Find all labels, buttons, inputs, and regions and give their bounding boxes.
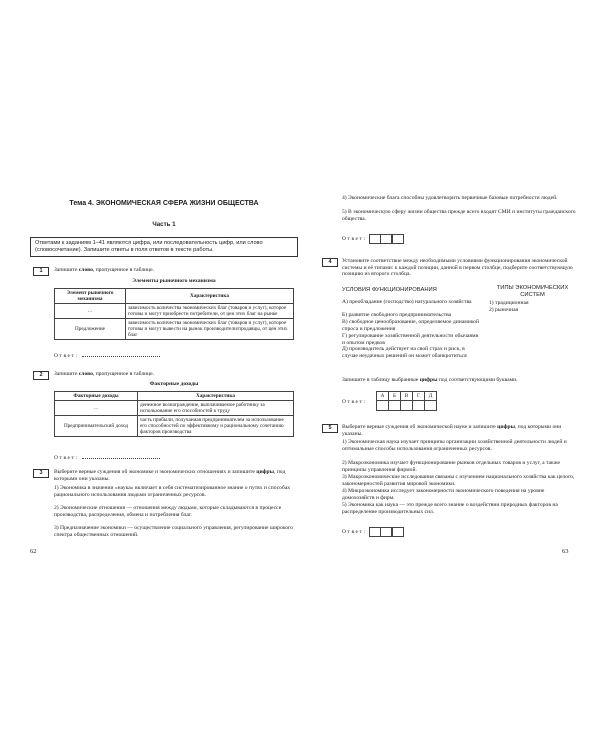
answer-cell[interactable] [380, 527, 392, 537]
answer-cell[interactable] [369, 527, 381, 537]
table-header: Характеристика [138, 392, 294, 401]
answer-cell[interactable] [425, 401, 437, 411]
task3-item: 4) Экономические блага способны удовлетворить первичные базовые потребности людей. [342, 195, 558, 201]
part-title: Часть 1 [152, 221, 176, 228]
table-row [55, 304, 294, 319]
letter-cell: Г [413, 392, 425, 401]
theme-title: Тема 4. ЭКОНОМИЧЕСКАЯ СФЕРА ЖИЗНИ ОБЩЕСТВА [69, 200, 259, 207]
task2-answer: Ответ: [54, 454, 160, 461]
task4-condition: Б) развитие свободного предпринимательства [342, 312, 452, 318]
task4-col2-header: ТИПЫ ЭКОНОМИЧЕСКИХ СИСТЕМ [496, 285, 569, 298]
task3-answer: Ответ: [342, 234, 404, 244]
letter-cell: Д [425, 392, 437, 401]
task4-condition: А) преобладание (господство) натурального хозяйства [342, 299, 472, 305]
task2-table [54, 391, 294, 437]
task4-condition: Г) регулирование хозяйственной деятельности обычаями и опытом предков [342, 333, 479, 346]
task1-table [54, 288, 294, 340]
answer-cell[interactable] [401, 401, 413, 411]
task1-answer: Ответ: [54, 352, 160, 359]
table-cell: денежное вознаграждение, выплачиваемое работнику за использование его способностей к труду [138, 401, 294, 416]
task3-item: 3) Предназначение экономики — осуществление социального управления, регулирование широкого спектра общественных отношений. [54, 525, 293, 538]
table-row [55, 416, 294, 437]
answer-cell[interactable] [413, 401, 425, 411]
task4-instruction: Запишите в таблицу выбранные цифры под соответствующими буквами. [342, 377, 518, 383]
table-cell: часть прибыли, получаемая предпринимателем за использование его способностей по эффективному и рациональному сочетанию факторов производства [138, 416, 294, 437]
task1-table-caption: Элементы рыночного механизма [132, 278, 216, 284]
task5-item: 2) Макроэкономика изучает функционирование рынков отдельных товаров и услуг, а также принципы управления фирмой. [342, 460, 561, 473]
task4-condition: В) свободное ценообразование, определяемое динамикой спроса и предложения [342, 319, 479, 332]
answer-cell[interactable] [392, 527, 404, 537]
task1-prompt: Запишите слово, пропущенное в таблице. [54, 267, 154, 273]
letter-cell: А [377, 392, 389, 401]
table-cell: зависимость количества экономических благ (товаров и услуг), которое готовы и могут приобрести потребители, от цен этих благ на рынке [126, 304, 294, 319]
table-cell: зависимость количества экономических благ (товаров и услуг), которое готовы и могут вывести на рынок производители/продавцы, от цен этих благ [126, 319, 294, 340]
task5-answer: Ответ: [342, 527, 404, 537]
answer-field[interactable] [82, 454, 160, 459]
task-number-3: 3 [33, 469, 49, 478]
task4-prompt: Установите соответствие между необходимыми условиями функционирования экономической системы и её типами: к каждой позиции, данной в первом столбце, подберите соответствующую позицию из второго столбца. [342, 258, 573, 278]
task4-type: 1) традиционная [489, 300, 529, 306]
table-cell: ... [55, 401, 138, 416]
task4-col1-header: УСЛОВИЯ ФУНКЦИОНИРОВАНИЯ [342, 287, 437, 293]
answer-cell[interactable] [369, 234, 381, 244]
task5-prompt: Выберите верные суждения об экономической науке и запишите цифры, под которыми они указаны. [342, 424, 562, 437]
task2-table-caption: Факторные доходы [149, 381, 199, 387]
task-number-2: 2 [33, 371, 49, 380]
answer-cell[interactable] [389, 401, 401, 411]
table-header: Факторные доходы [55, 392, 138, 401]
task5-item: 4) Микроэкономика исследует закономерности экономического поведения на уровне домохозяйств и фирм. [342, 488, 545, 501]
task3-item: 1) Экономика в значении «наука» включает в себя систематизированное знание о путях и способах рационального использования людьми ограниченных ресурсов. [54, 485, 291, 498]
table-header: Элемент рыночного механизма [55, 289, 126, 304]
letter-cell: В [401, 392, 413, 401]
task4-type: 2) рыночная [489, 307, 519, 313]
table-cell: Предпринимательский доход [55, 416, 138, 437]
task3-item: 5) В экономическую сферу жизни общества прежде всего входят СМИ и институты гражданского общества. [342, 209, 576, 222]
task5-item: 1) Экономическая наука изучает принципы организации хозяйственной деятельности людей и оптимальные способы использования ограниченных ресурсов. [342, 439, 567, 452]
task4-answer-label: Ответ: [342, 399, 367, 405]
page-number-left: 62 [30, 548, 37, 555]
task5-item: 3) Макроэкономические исследования связаны с изучением национального хозяйства как целого, закономерностей развития мировой экономики. [342, 474, 575, 487]
table-cell: ... [55, 304, 126, 319]
answer-cell[interactable] [392, 234, 404, 244]
task4-condition: Д) производитель действует на свой страх и риск, в случае неудачных решений он может обанкротиться [342, 346, 467, 359]
page-number-right: 63 [562, 548, 569, 555]
task5-item: 5) Экономика как наука — это прежде всего знание о воздействии природных факторов на распределение производительных сил. [342, 502, 558, 515]
answer-cell[interactable] [380, 234, 392, 244]
task-number-1: 1 [33, 267, 49, 276]
answer-field[interactable] [82, 352, 160, 357]
letter-cell: Б [389, 392, 401, 401]
table-row [55, 401, 294, 416]
task3-item: 2) Экономические отношения — отношения между людьми, которые складываются в процессе производства, распределения, обмена и потребления благ. [54, 505, 282, 518]
task-number-4: 4 [322, 258, 338, 267]
task2-prompt: Запишите слово, пропущенное в таблице. [54, 371, 154, 377]
notice-box: Ответами к заданиям 1–41 являются цифра, или последовательность цифр, или слово (словосочетание). Запишите ответы в поля ответов в тексте работы. [30, 237, 298, 257]
answer-cell[interactable] [377, 401, 389, 411]
table-header: Характеристика [126, 289, 294, 304]
table-row [55, 319, 294, 340]
table-cell: Предложение [55, 319, 126, 340]
task4-answer-table [376, 391, 437, 411]
task-number-5: 5 [322, 424, 338, 433]
task3-prompt: Выберите верные суждения об экономике и экономических отношениях и запишите цифры, под которыми они указаны. [54, 469, 286, 482]
